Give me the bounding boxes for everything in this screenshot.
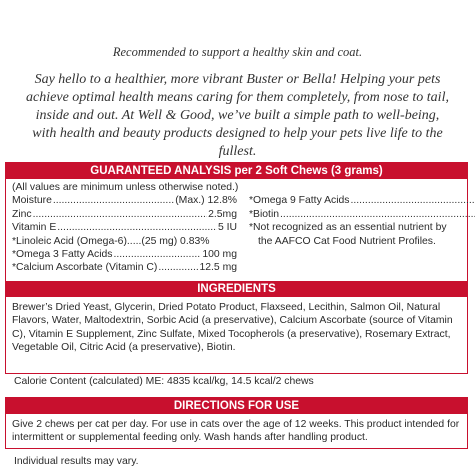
analysis-row bbox=[249, 194, 475, 207]
directions-panel bbox=[5, 397, 468, 449]
analysis-row-label: *Linoleic Acid (Omega-6).....(25 mg) 0.83% bbox=[12, 235, 210, 247]
info-panel bbox=[5, 162, 468, 374]
directions-header: DIRECTIONS FOR USE bbox=[6, 398, 467, 414]
analysis-row-label: Vitamin E bbox=[12, 222, 57, 234]
tagline: Recommended to support a healthy skin and coat. bbox=[112, 45, 363, 59]
analysis-row-value: 12.5 mg bbox=[199, 262, 237, 274]
ingredients-header: INGREDIENTS bbox=[6, 281, 467, 297]
guaranteed-analysis-body bbox=[6, 179, 467, 275]
analysis-row-label: *Omega 3 Fatty Acids bbox=[12, 249, 113, 261]
results-disclaimer: Individual results may vary. bbox=[14, 456, 139, 467]
analysis-row-label: Moisture bbox=[12, 195, 52, 207]
analysis-row bbox=[12, 194, 237, 207]
analysis-row-label: *Omega 9 Fatty Acids bbox=[249, 195, 350, 207]
analysis-row-value: (Max.) 12.8% bbox=[175, 195, 237, 207]
analysis-row bbox=[249, 208, 475, 221]
analysis-right-column bbox=[237, 194, 475, 274]
analysis-row bbox=[12, 221, 237, 234]
analysis-row-label: *Biotin bbox=[249, 208, 280, 220]
analysis-row bbox=[12, 208, 237, 221]
analysis-footnote: the AAFCO Cat Food Nutrient Profiles. bbox=[258, 235, 436, 247]
analysis-row bbox=[12, 248, 237, 261]
analysis-row-label: Zinc bbox=[12, 208, 32, 220]
analysis-left-column bbox=[12, 194, 237, 274]
analysis-row bbox=[12, 235, 237, 248]
analysis-note: (All values are minimum unless otherwise noted.) bbox=[12, 182, 239, 193]
guaranteed-analysis-header: GUARANTEED ANALYSIS per 2 Soft Chews (3 grams) bbox=[6, 163, 467, 179]
analysis-row-value: 2.5mg bbox=[208, 208, 237, 220]
intro-paragraph: Say hello to a healthier, more vibrant Buster or Bella! Helping your pets achieve optimal health means caring for them completely, from nose to tail, inside and out. At Well & Good, we’ve built a simple path to well-being, with health and beauty products designed to help your pets live life to the fullest. bbox=[26, 72, 449, 159]
analysis-row-value: 100 mg bbox=[202, 249, 237, 261]
analysis-row-label: *Calcium Ascorbate (Vitamin C) bbox=[12, 262, 158, 274]
calorie-content: Calorie Content (calculated) ME: 4835 kcal/kg, 14.5 kcal/2 chews bbox=[14, 376, 314, 387]
analysis-row-value: 5 IU bbox=[217, 222, 237, 234]
ingredients-text: Brewer’s Dried Yeast, Glycerin, Dried Potato Product, Flaxseed, Lecithin, Salmon Oil, Natural Flavors, Water, Maltodextrin, Sorbic Acid (a preservative), Calcium Ascorbate (source of Vitamin C), Vitamin E Supplement, Zinc Sulfate, Mixed Tocopherols (a preservative), Rosemary Extract, Vegetable Oil, Citric Acid (a preservative), Biotin. bbox=[12, 301, 453, 354]
analysis-footnote: *Not recognized as an essential nutrient by bbox=[249, 222, 447, 234]
directions-text: Give 2 chews per cat per day. For use in cats over the age of 12 weeks. This product intended for intermittent or supplemental feeding only. Wash hands after handling product. bbox=[12, 419, 460, 444]
analysis-row bbox=[12, 261, 237, 274]
